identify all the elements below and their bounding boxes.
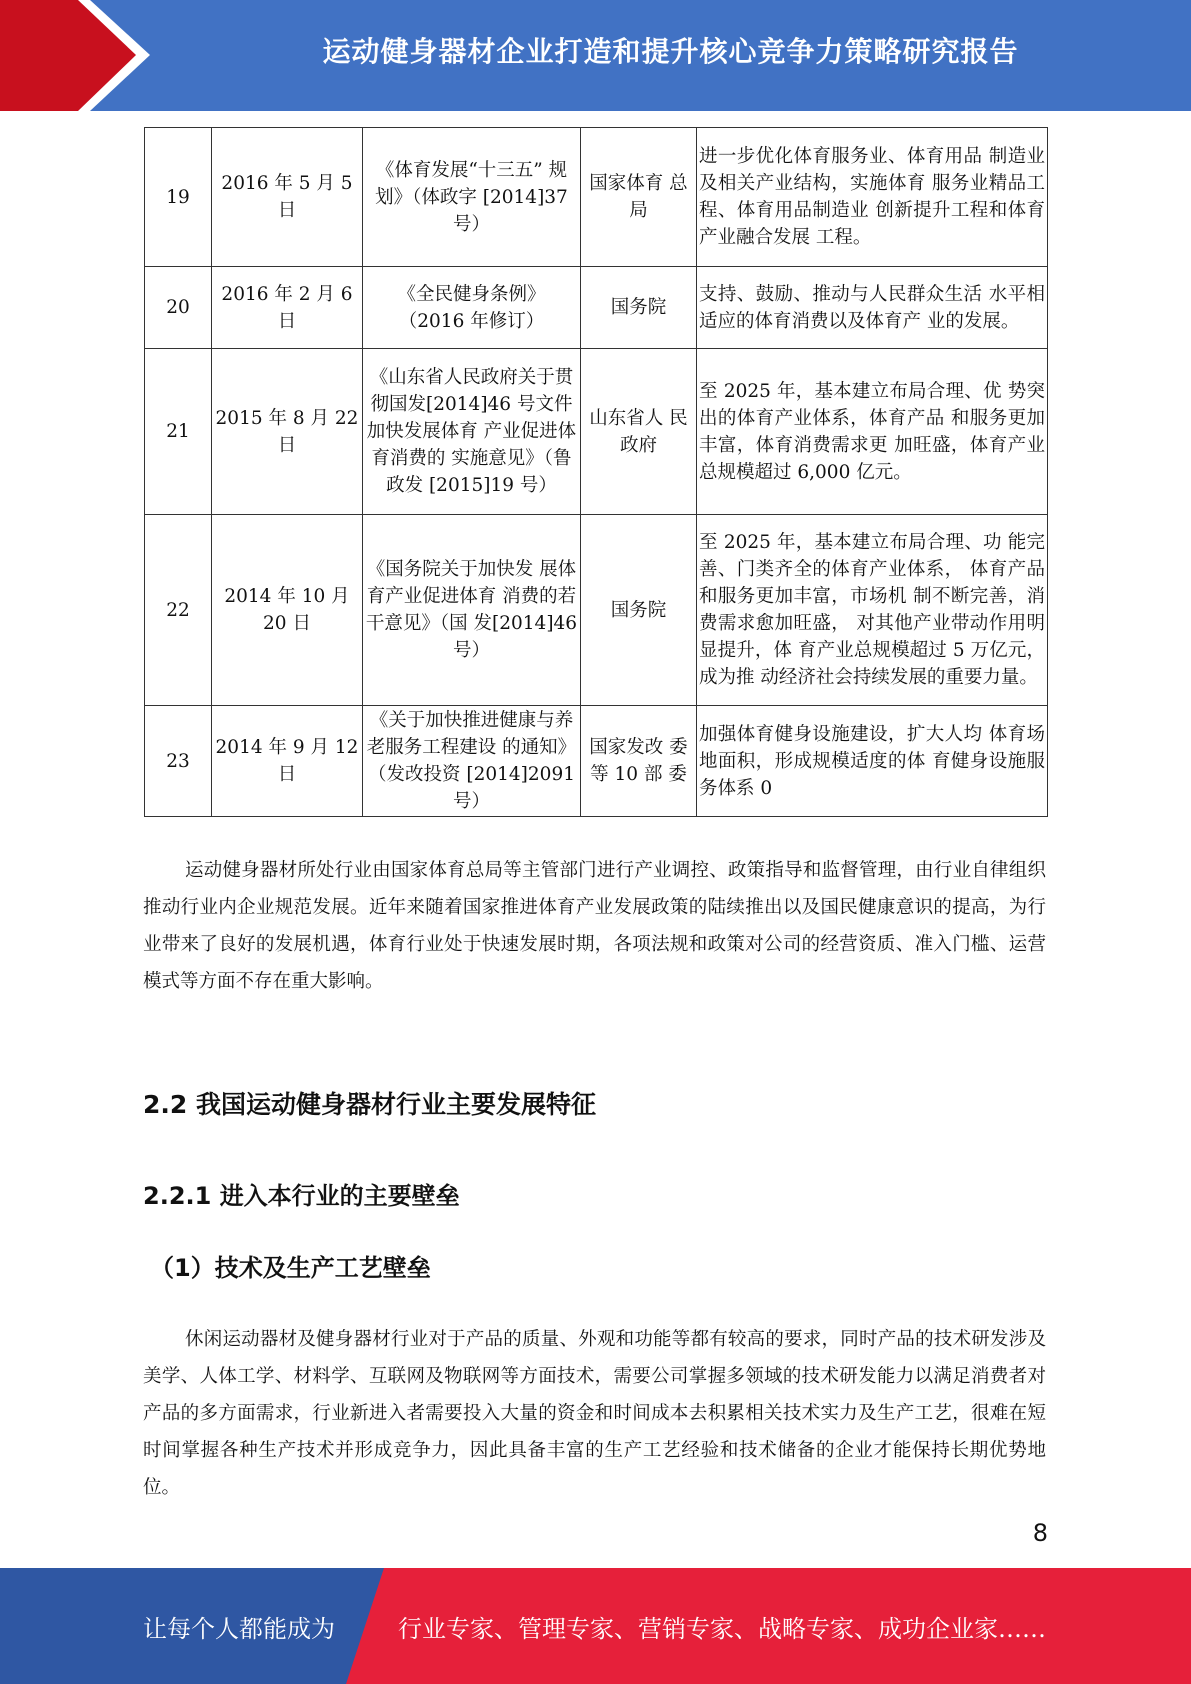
row-document: 《关于加快推进健康与养老服务工程建设 的通知》（发改投资 [2014]2091 号） xyxy=(363,706,581,817)
row-number: 21 xyxy=(145,349,212,515)
tech-barrier-paragraph: 休闲运动器材及健身器材行业对于产品的质量、外观和功能等都有较高的要求，同时产品的技术研发涉及美学、人体工学、材料学、互联网及物联网等方面技术，需要公司掌握多领域的技术研发能力以满足消费者对产品的多方面需求，行业新进入者需要投入大量的资金和时间成本去积累相关技术实力及生产工艺，很难在短时间掌握各种生产技术并形成竞争力，因此具备丰富的生产工艺经验和技术储备的企业才能保持长期优势地位。 xyxy=(143,1329,1046,1498)
table-row xyxy=(145,706,1048,817)
policy-table xyxy=(144,127,1048,817)
row-date: 2016 年 2 月 6 日 xyxy=(212,267,363,349)
header-title: 运动健身器材企业打造和提升核心竞争力策略研究报告 xyxy=(322,35,1019,68)
row-number: 19 xyxy=(145,128,212,267)
footer-slogan-left: 让每个人都能成为 xyxy=(143,1614,335,1643)
subsection-heading: 2.2.1 进入本行业的主要壁垒 xyxy=(143,1182,460,1210)
page-header xyxy=(0,0,1191,111)
row-document: 《国务院关于加快发 展体育产业促进体育 消费的若干意见》（国 发[2014]46 号） xyxy=(363,515,581,706)
row-organization: 山东省人 民政府 xyxy=(581,349,697,515)
row-number: 22 xyxy=(145,515,212,706)
row-organization: 国务院 xyxy=(581,515,697,706)
row-content: 加强体育健身设施建设，扩大人均 体育场地面积，形成规模适度的体 育健身设施服务体系 0 xyxy=(697,706,1048,817)
row-date: 2015 年 8 月 22 日 xyxy=(212,349,363,515)
table-row xyxy=(145,128,1048,267)
row-organization: 国家发改 委等 10 部 委 xyxy=(581,706,697,817)
footer-slogan-right: 行业专家、管理专家、营销专家、战略专家、成功企业家…… xyxy=(398,1614,1046,1643)
table-row xyxy=(145,349,1048,515)
row-date: 2014 年 10 月 20 日 xyxy=(212,515,363,706)
row-content: 至 2025 年，基本建立布局合理、优 势突出的体育产业体系，体育产品 和服务更加丰富，体育消费需求更 加旺盛，体育产业总规模超过 6,000 亿元。 xyxy=(697,349,1048,515)
row-content: 进一步优化体育服务业、体育用品 制造业及相关产业结构，实施体育 服务业精品工程、体育用品制造业 创新提升工程和体育产业融合发展 工程。 xyxy=(697,128,1048,267)
row-document: 《全民健身条例》 （2016 年修订） xyxy=(363,267,581,349)
row-date: 2016 年 5 月 5 日 xyxy=(212,128,363,267)
row-number: 20 xyxy=(145,267,212,349)
item-heading: （1）技术及生产工艺壁垒 xyxy=(150,1254,431,1282)
table-row xyxy=(145,515,1048,706)
page-number: 8 xyxy=(1032,1519,1048,1547)
row-organization: 国务院 xyxy=(581,267,697,349)
row-number: 23 xyxy=(145,706,212,817)
row-date: 2014 年 9 月 12 日 xyxy=(212,706,363,817)
row-content: 至 2025 年，基本建立布局合理、功 能完善、门类齐全的体育产业体系， 体育产品和服务更加丰富，市场机 制不断完善，消费需求愈加旺盛， 对其他产业带动作用明显提升，体 育产业总规模超过 5 万亿元，成为推 动经济社会持续发展的重要力量。 xyxy=(697,515,1048,706)
row-document: 《体育发展“十三五” 规划》（体政字 [2014]37 号） xyxy=(363,128,581,267)
row-document: 《山东省人民政府关于贯彻国发[2014]46 号文件加快发展体育 产业促进体育消费的 实施意见》（鲁政发 [2015]19 号） xyxy=(363,349,581,515)
intro-paragraph: 运动健身器材所处行业由国家体育总局等主管部门进行产业调控、政策指导和监督管理，由行业自律组织推动行业内企业规范发展。近年来随着国家推进体育产业发展政策的陆续推出以及国民健康意识的提高，为行业带来了良好的发展机遇，体育行业处于快速发展时期，各项法规和政策对公司的经营资质、准入门槛、运营模式等方面不存在重大影响。 xyxy=(143,860,1046,992)
row-organization: 国家体育 总局 xyxy=(581,128,697,267)
row-content: 支持、鼓励、推动与人民群众生活 水平相适应的体育消费以及体育产 业的发展。 xyxy=(697,267,1048,349)
table-row xyxy=(145,267,1048,349)
section-heading: 2.2 我国运动健身器材行业主要发展特征 xyxy=(143,1090,596,1119)
page-footer xyxy=(0,1568,1191,1684)
